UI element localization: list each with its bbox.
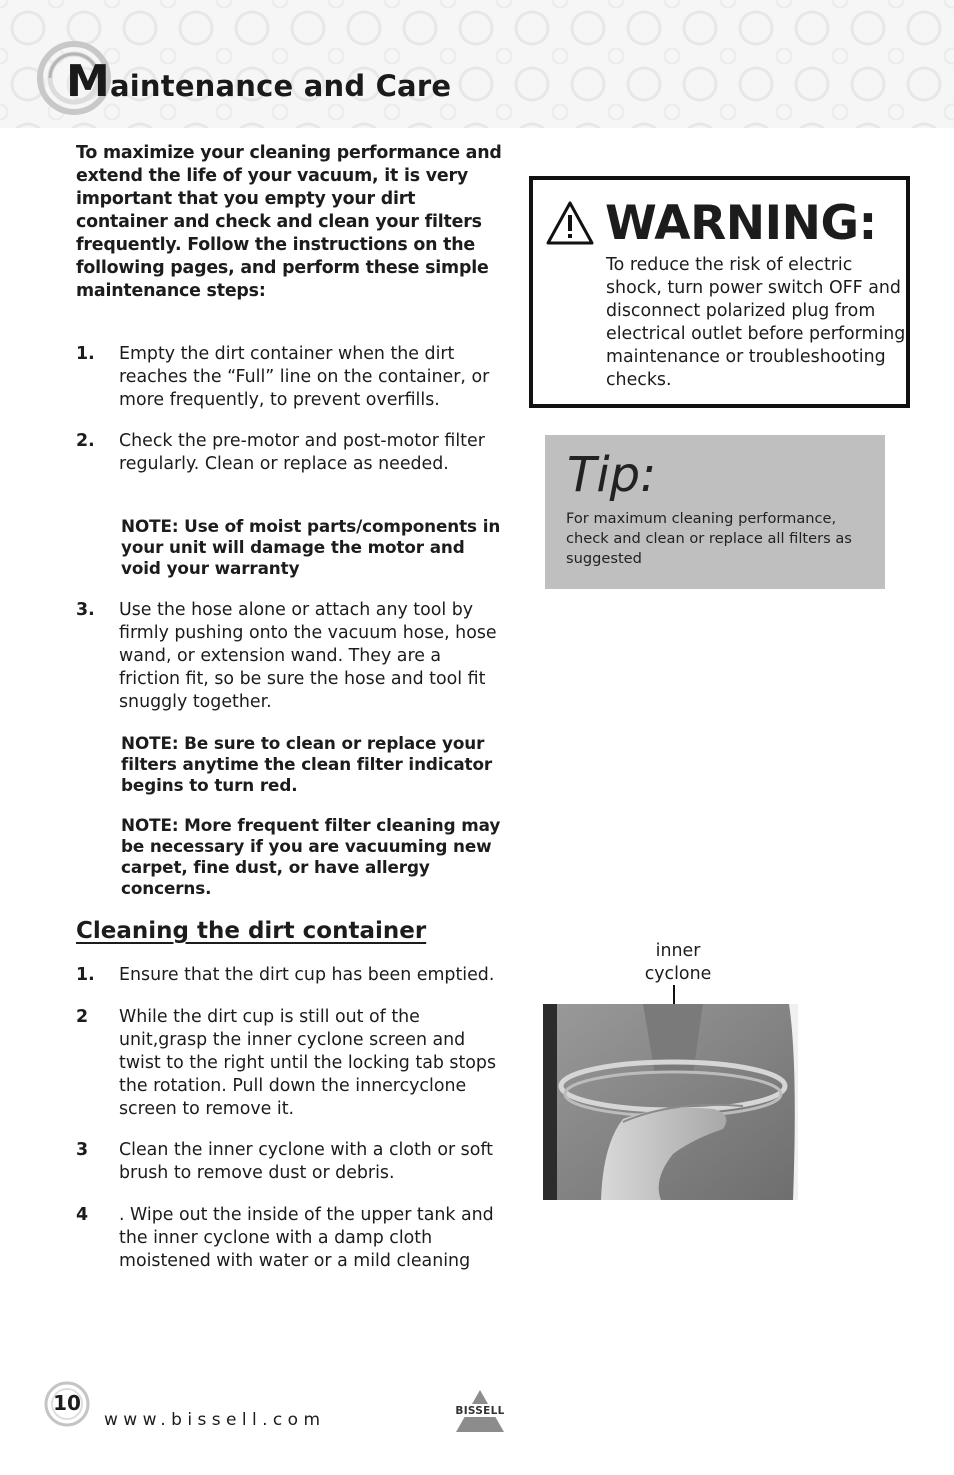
step-number: 2. bbox=[76, 431, 95, 451]
warning-text: To reduce the risk of electric shock, turn power switch OFF and disconnect polarized plug from electrical outlet before performing maintenance or troubleshooting checks. bbox=[606, 255, 906, 390]
section-heading: Cleaning the dirt container bbox=[76, 918, 427, 944]
step-number: 3. bbox=[76, 600, 95, 620]
brand-wordmark: BISSELL bbox=[455, 1405, 505, 1417]
maintenance-step bbox=[76, 343, 506, 412]
note-frequent-cleaning: NOTE: More frequent filter cleaning may be necessary if you are vacuuming new carpet, fine dust, or have allergy concerns. bbox=[121, 815, 501, 898]
warning-box bbox=[529, 176, 910, 408]
cleaning-step bbox=[76, 1006, 506, 1121]
site-url: www.bissell.com bbox=[104, 1410, 326, 1430]
page-title-rest: aintenance and Care bbox=[110, 69, 452, 103]
step-text: Empty the dirt container when the dirt reaches the “Full” line on the container, or more frequently, to prevent overfills. bbox=[119, 344, 490, 410]
cleaning-step bbox=[76, 1204, 506, 1273]
maintenance-step bbox=[76, 430, 506, 476]
step-text: Check the pre-motor and post-motor filter regularly. Clean or replace as needed. bbox=[119, 431, 485, 474]
page-title bbox=[66, 56, 452, 107]
note-moist-parts: NOTE: Use of moist parts/components in your unit will damage the motor and void your warranty bbox=[121, 516, 501, 578]
step-text: Use the hose alone or attach any tool by firmly pushing onto the vacuum hose, hose wand, or extension wand. They are a friction fit, so be sure the hose and tool fit snuggly together. bbox=[119, 600, 497, 712]
tip-title: Tip: bbox=[567, 447, 657, 503]
step-number: 3 bbox=[76, 1140, 89, 1160]
note-filter-indicator: NOTE: Be sure to clean or replace your filters anytime the clean filter indicator begins to turn red. bbox=[121, 733, 493, 795]
step-text: . Wipe out the inside of the upper tank and the inner cyclone with a damp cloth moistened with water or a mild cleaning bbox=[119, 1205, 494, 1271]
step-number: 1. bbox=[76, 965, 95, 985]
page-title-initial: M bbox=[66, 56, 110, 107]
step-text: Ensure that the dirt cup has been emptied. bbox=[119, 965, 495, 985]
page-number bbox=[44, 1381, 90, 1427]
intro-paragraph: To maximize your cleaning performance and extend the life of your vacuum, it is very important that you empty your dirt container and check and clean your filters frequently. Follow the instructions on the following pages, and perform these simple maintenance steps: bbox=[76, 143, 502, 301]
cleaning-step bbox=[76, 1139, 506, 1185]
warning-triangle-icon bbox=[545, 200, 595, 246]
maintenance-step bbox=[76, 599, 506, 714]
step-number: 2 bbox=[76, 1007, 89, 1027]
bissell-logo bbox=[448, 1388, 512, 1434]
step-number: 1. bbox=[76, 344, 95, 364]
step-number: 4 bbox=[76, 1205, 89, 1225]
tip-text: For maximum cleaning performance, check and clean or replace all filters as suggested bbox=[566, 510, 852, 567]
step-text: Clean the inner cyclone with a cloth or soft brush to remove dust or debris. bbox=[119, 1140, 494, 1183]
inner-cyclone-photo bbox=[543, 1004, 798, 1200]
step-text: While the dirt cup is still out of the unit,grasp the inner cyclone screen and twist to the right until the locking tab stops the rotation. Pull down the innercyclone screen to remove it. bbox=[119, 1007, 497, 1119]
tip-box bbox=[545, 435, 885, 589]
callout-label: inner cyclone bbox=[644, 941, 712, 984]
warning-title: WARNING: bbox=[605, 196, 877, 251]
page-number-label: 10 bbox=[53, 1391, 81, 1415]
cleaning-step bbox=[76, 964, 506, 987]
